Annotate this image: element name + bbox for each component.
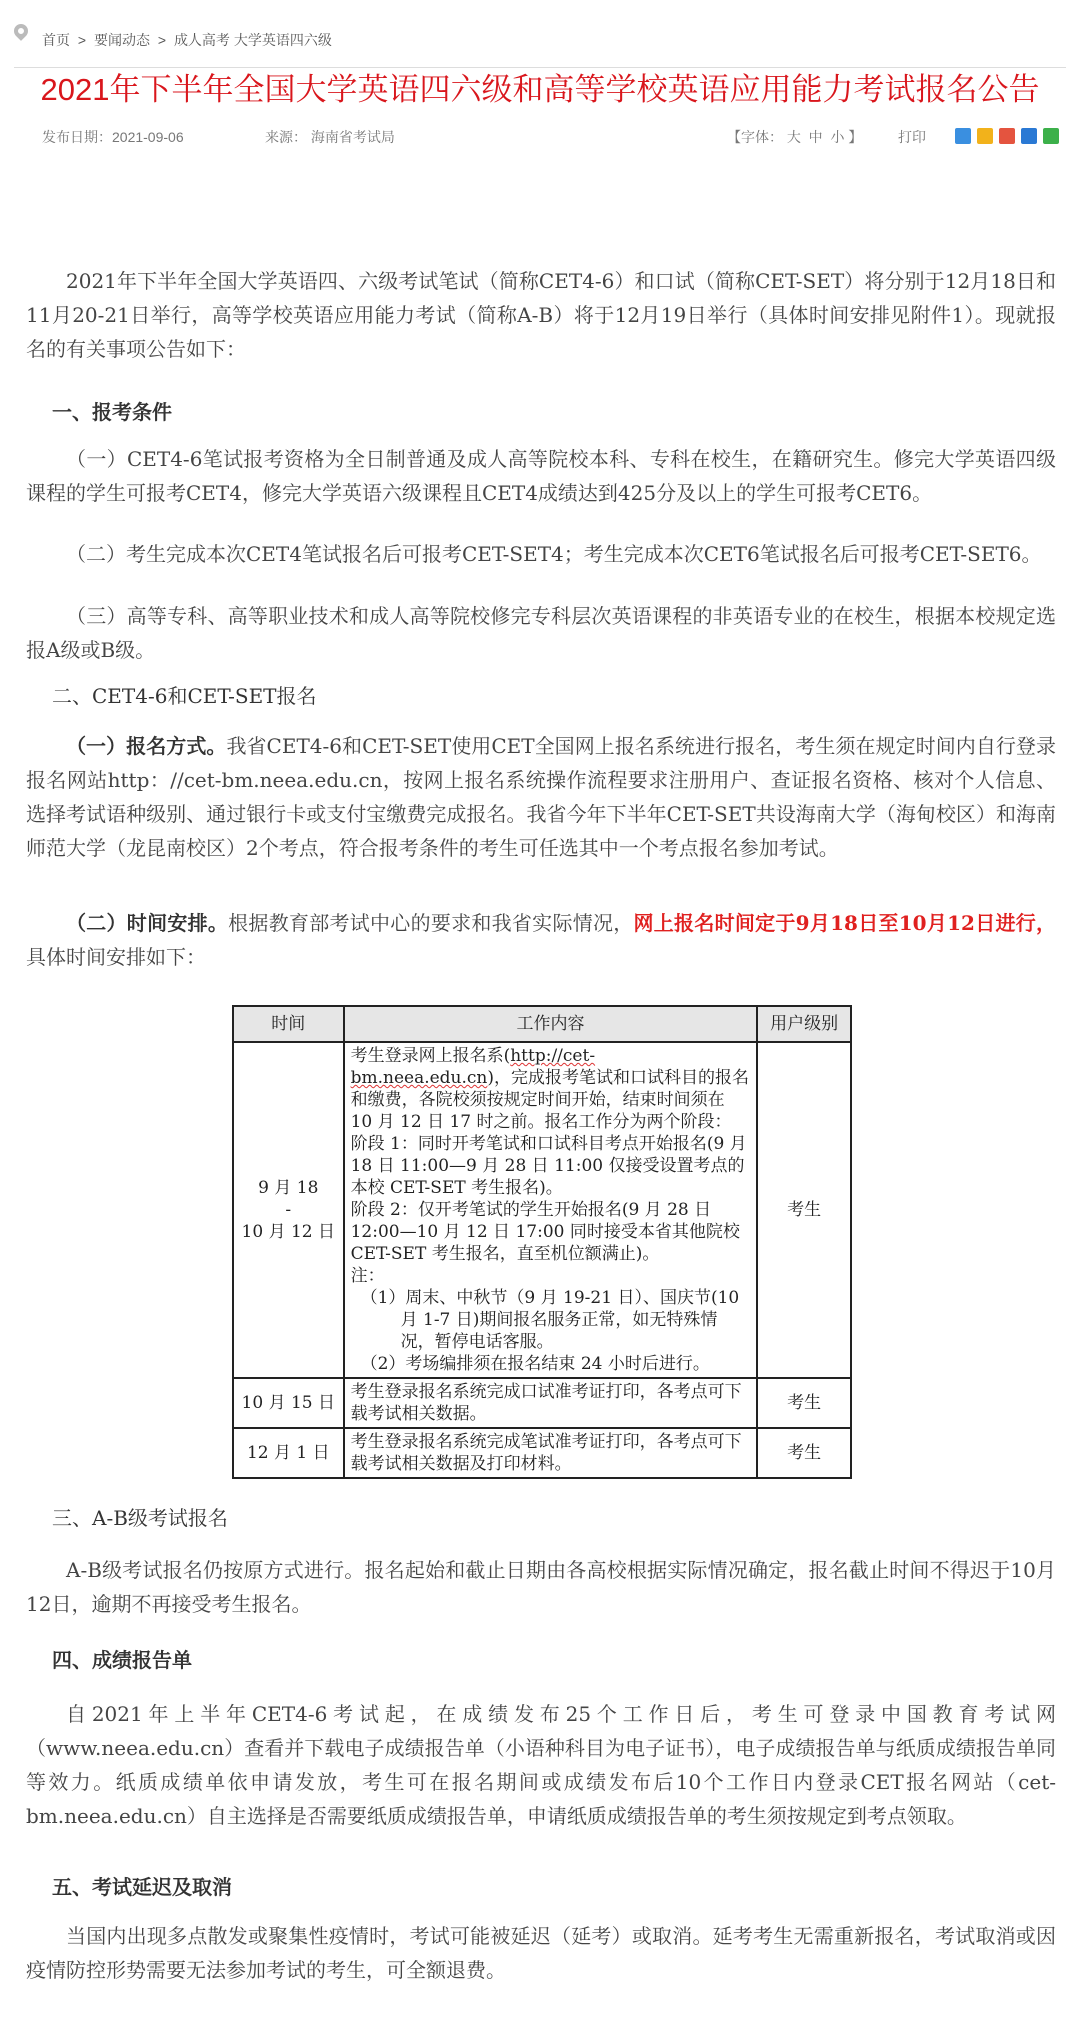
share-more-icon[interactable] [955, 128, 971, 144]
font-small-button[interactable]: 小 [830, 129, 845, 145]
note-label: 注： [350, 1266, 385, 1286]
header-content: 工作内容 [344, 1006, 758, 1042]
breadcrumb-home[interactable]: 首页 [42, 32, 70, 48]
cell-time: 12 月 1 日 [233, 1428, 344, 1478]
paragraph-text: 我省CET4-6和CET-SET使用CET全国网上报名系统进行报名，考生须在规定时间内自行登录报名网站http：//cet-bm.neea.edu.cn，按网上报名系统操作流程要求注册用户、查证报名资格、核对个人信息、选择考试语种级别、通过银行卡或支付宝缴费完成报名。我省今年下半年CET-SET共设海南大学（海甸校区）和海南师范大学（龙昆南校区）2个考点，符合报考条件的考生可任选其中一个考点报名参加考试。 [26, 734, 1056, 860]
divider [14, 67, 1066, 68]
text: 考生登录网上报名系( [350, 1046, 511, 1066]
highlight-text: 网上报名时间定于9月18日至10月12日进行， [633, 911, 1057, 935]
location-pin-icon [11, 21, 31, 41]
paragraph: A-B级考试报名仍按原方式进行。报名起始和截止日期由各高校根据实际情况确定，报名截止时间不得迟于10月12日，逾期不再接受考生报名。 [26, 1558, 1056, 1616]
paragraph-lead: （一）报名方式。 [66, 734, 227, 758]
breadcrumb-separator: > [77, 32, 87, 48]
time-start: 9 月 18 [258, 1178, 319, 1198]
table-row [233, 1428, 851, 1478]
paragraph: （一）CET4-6笔试报考资格为全日制普通及成人高等院校本科、专科在校生，在籍研究生。修完大学英语四级课程的学生可报考CET4，修完大学英语六级课程且CET4成绩达到425分及以上的学生可报考CET6。 [26, 447, 1056, 505]
breadcrumb-news[interactable]: 要闻动态 [93, 32, 150, 48]
share-weibo-icon[interactable] [999, 128, 1015, 144]
share-renren-icon[interactable] [1021, 128, 1037, 144]
font-label: 【字体： [727, 129, 783, 145]
time-end: 10 月 12 日 [241, 1222, 336, 1242]
header-user: 用户级别 [757, 1006, 851, 1042]
time-dash: - [285, 1200, 292, 1220]
header-time: 时间 [233, 1006, 344, 1042]
section-heading: 一、报考条件 [52, 400, 172, 424]
text: )，完成报考笔试和口试科目的报名和缴费，各院校须按规定时间开始，结束时间须在 10 月 12 日 17 时之前。报名工作分为两个阶段： [350, 1068, 750, 1132]
cell-user: 考生 [757, 1042, 851, 1378]
stage-2: 阶段 2：仅开考笔试的学生开始报名(9 月 28 日 12:00—10 月 12 日 17:00 同时接受本省其他院校 CET-SET 考生报名，直至机位额满止)。 [350, 1200, 740, 1264]
content-line [351, 1045, 751, 1133]
note-1: （1）周末、中秋节（9 月 19-21 日）、国庆节(10 月 1-7 日)期间报名服务正常，如无特殊情况，暂停电话客服。 [360, 1288, 740, 1352]
breadcrumb-separator: > [157, 32, 167, 48]
cell-user: 考生 [757, 1428, 851, 1478]
page-title: 2021年下半年全国大学英语四六级和高等学校英语应用能力考试报名公告 [40, 72, 1040, 107]
paragraph: 当国内出现多点散发或聚集性疫情时，考试可能被延迟（延考）或取消。延考考生无需重新报名，考试取消或因疫情防控形势需要无法参加考试的考生，可全额退费。 [26, 1924, 1056, 1982]
paragraph-lead: （二）时间安排。 [66, 911, 229, 935]
link[interactable]: http://cet-bm.neea.edu.cn [350, 1046, 596, 1088]
paragraph: （二）考生完成本次CET4笔试报名后可报考CET-SET4；考生完成本次CET6笔试报名后可报考CET-SET6。 [66, 542, 1042, 566]
schedule-table [232, 1005, 852, 1479]
table-row [233, 1042, 851, 1378]
source: 来源： 海南省考试局 [265, 129, 395, 145]
section-heading: 四、成绩报告单 [52, 1648, 192, 1672]
paragraph [26, 729, 1056, 865]
cell-time [233, 1042, 344, 1378]
paragraph-text: 根据教育部考试中心的要求和我省实际情况， [228, 911, 634, 935]
note-2: （2）考场编排须在报名结束 24 小时后进行。 [360, 1354, 710, 1374]
table-header-row [233, 1006, 851, 1042]
section-heading: 三、A-B级考试报名 [52, 1506, 228, 1530]
share-qzone-icon[interactable] [977, 128, 993, 144]
cell-content: 考生登录报名系统完成笔试准考证打印，各考点可下载考试相关数据及打印材料。 [344, 1428, 758, 1478]
font-label-end: 】 [848, 129, 863, 145]
cell-content: 考生登录报名系统完成口试准考证打印，各考点可下载考试相关数据。 [344, 1378, 758, 1428]
publish-date: 发布日期：2021-09-06 [42, 129, 184, 145]
share-wechat-icon[interactable] [1043, 128, 1059, 144]
share-bar [955, 128, 1059, 144]
paragraph: 自2021年上半年CET4-6考试起，在成绩发布25个工作日后，考生可登录中国教育考试网（www.neea.edu.cn）查看并下载电子成绩报告单（小语种科目为电子证书），电子成绩报告单与纸质成绩报告单同等效力。纸质成绩单依申请发放，考生可在报名期间或成绩发布后10个工作日内登录CET报名网站（cet-bm.neea.edu.cn）自主选择是否需要纸质成绩报告单，申请纸质成绩报告单的考生须按规定到考点领取。 [26, 1702, 1056, 1828]
paragraph-text: 具体时间安排如下： [26, 945, 206, 969]
breadcrumb [42, 30, 336, 50]
paragraph: （三）高等专科、高等职业技术和成人高等院校修完专科层次英语课程的非英语专业的在校生，根据本校规定选报A级或B级。 [26, 604, 1056, 662]
intro-paragraph: 2021年下半年全国大学英语四、六级考试笔试（简称CET4-6）和口试（简称CET-SET）将分别于12月18日和11月20-21日举行，高等学校英语应用能力考试（简称A-B）将于12月19日举行（具体时间安排见附件1）。现就报名的有关事项公告如下： [26, 269, 1056, 361]
cell-time: 10 月 15 日 [233, 1378, 344, 1428]
cell-user: 考生 [757, 1378, 851, 1428]
font-size-control [727, 127, 862, 147]
section-heading: 二、CET4-6和CET-SET报名 [52, 684, 317, 708]
cell-content [344, 1042, 758, 1378]
table-row [233, 1378, 851, 1428]
paragraph [26, 906, 1056, 974]
print-button[interactable]: 打印 [898, 129, 926, 145]
stage-1: 阶段 1：同时开考笔试和口试科目考点开始报名(9 月 18 日 11:00—9 月 28 日 11:00 仅接受设置考点的本校 CET-SET 考生报名)。 [350, 1134, 747, 1198]
breadcrumb-category[interactable]: 成人高考 大学英语四六级 [173, 32, 332, 48]
font-big-button[interactable]: 大 [786, 129, 801, 145]
font-medium-button[interactable]: 中 [808, 129, 823, 145]
section-heading: 五、考试延迟及取消 [52, 1875, 232, 1899]
